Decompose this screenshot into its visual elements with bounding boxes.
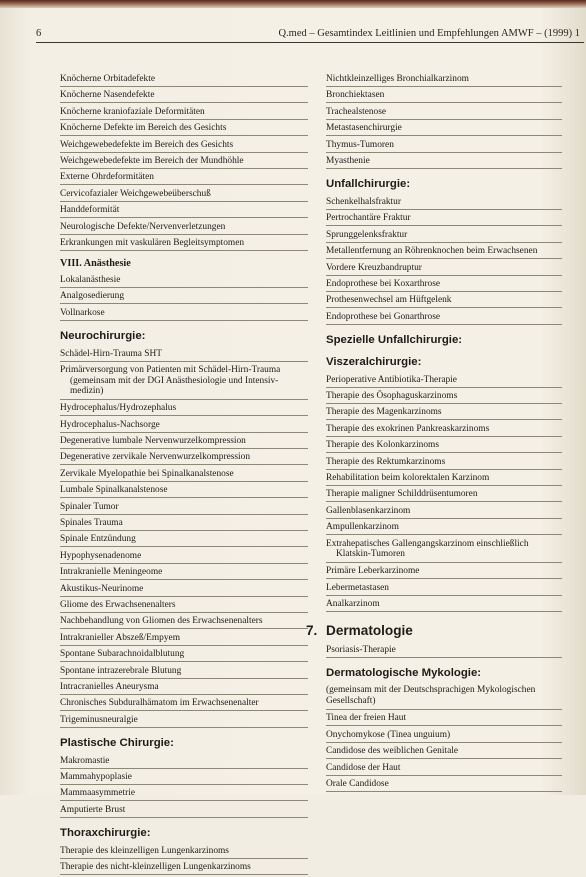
section-heading-viszeralchirurgie: Viszeralchirurgie: bbox=[326, 355, 422, 368]
list-item: Spinales Trauma bbox=[60, 516, 308, 531]
chapter-title: Dermatologie bbox=[326, 622, 413, 638]
section-heading-dermatologische-mykologie: Dermatologische Mykologie: bbox=[326, 666, 482, 679]
list-item: Analkarzinom bbox=[326, 597, 562, 612]
list-item: Therapie des Ösophaguskarzinoms bbox=[326, 389, 562, 404]
section-heading-neurochirurgie: Neurochirurgie: bbox=[60, 329, 146, 342]
list-item: Cervicofazialer Weichgewebeüberschuß bbox=[60, 187, 308, 202]
list-item-multiline bbox=[326, 537, 562, 563]
list-item: Tinea der freien Haut bbox=[326, 711, 562, 726]
list-item: Vollnarkose bbox=[60, 306, 308, 321]
list-item: Mammahypoplasie bbox=[60, 770, 308, 785]
section-note: (gemeinsam mit der Deutschsprachigen Mykologischen Gesellschaft) bbox=[326, 684, 562, 710]
list-item: Metallentfernung an Röhrenknochen beim Erwachsenen bbox=[326, 244, 562, 259]
list-item: Intracranielles Aneurysma bbox=[60, 680, 308, 695]
list-item: Thymus-Tumoren bbox=[326, 138, 562, 153]
chapter-number: 7. bbox=[306, 622, 318, 638]
list-item: Knöcherne Orbitadefekte bbox=[60, 72, 308, 87]
list-item-line: Klatskin-Tumoren bbox=[336, 549, 405, 560]
list-item: Bronchiektasen bbox=[326, 88, 562, 103]
list-item: Pertrochantäre Fraktur bbox=[326, 211, 562, 226]
list-item: Metastasenchirurgie bbox=[326, 121, 562, 136]
list-item-line: Extrahepatisches Gallengangskarzinom einschließlich bbox=[326, 538, 529, 549]
list-item: Spontane Subarachnoidalblutung bbox=[60, 647, 308, 662]
list-item: Psoriasis-Therapie bbox=[326, 643, 562, 658]
list-item: Primäre Leberkarzinome bbox=[326, 564, 562, 579]
list-item: Lumbale Spinalkanalstenose bbox=[60, 483, 308, 498]
list-item: Intrakranielle Meningeome bbox=[60, 565, 308, 580]
list-item-line: Primärversorgung von Patienten mit Schädel-Hirn-Trauma bbox=[60, 365, 281, 376]
list-item: Handdeformität bbox=[60, 203, 308, 218]
list-item: Spinaler Tumor bbox=[60, 500, 308, 515]
list-item: Spinale Entzündung bbox=[60, 532, 308, 547]
list-item: Chronisches Subduralhämatom im Erwachsenenalter bbox=[60, 696, 308, 711]
list-item: Therapie des kleinzelligen Lungenkarzinoms bbox=[60, 844, 308, 859]
list-item: Candidose der Haut bbox=[326, 761, 562, 776]
list-item: Therapie des exokrinen Pankreaskarzinoms bbox=[326, 422, 562, 437]
list-item: Trigeminusneuralgie bbox=[60, 713, 308, 728]
list-block-kiefer bbox=[60, 72, 308, 251]
list-item: Hydrocephalus/Hydrozephalus bbox=[60, 401, 308, 416]
list-item: Weichgewebedefekte im Bereich des Gesichts bbox=[60, 138, 308, 153]
list-item: Gallenblasenkarzinom bbox=[326, 504, 562, 519]
list-item: Schädel-Hirn-Trauma SHT bbox=[60, 347, 308, 362]
list-item: Therapie des Rektumkarzinoms bbox=[326, 455, 562, 470]
list-item: Hydrocephalus-Nachsorge bbox=[60, 418, 308, 433]
right-column bbox=[306, 72, 562, 793]
list-item: Trachealstenose bbox=[326, 105, 562, 120]
scan-top-edge bbox=[0, 0, 586, 8]
list-item: Mammaasymmetrie bbox=[60, 786, 308, 801]
list-item: Neurologische Defekte/Nervenverletzungen bbox=[60, 220, 308, 235]
list-item: Spontane intrazerebrale Blutung bbox=[60, 664, 308, 679]
list-item: Sprunggelenksfraktur bbox=[326, 228, 562, 243]
list-item: Makromastie bbox=[60, 754, 308, 769]
list-item: Nachbehandlung von Gliomen des Erwachsenenalters bbox=[60, 614, 308, 629]
list-item: Gliome des Erwachsenenalters bbox=[60, 598, 308, 613]
chapter-heading-dermatologie bbox=[306, 622, 562, 640]
section-heading-plastische-chirurgie: Plastische Chirurgie: bbox=[60, 736, 174, 749]
list-item: Zervikale Myelopathie bei Spinalkanalstenose bbox=[60, 467, 308, 482]
list-item: Endoprothese bei Gonarthrose bbox=[326, 310, 562, 325]
list-item: Therapie des Magenkarzinoms bbox=[326, 405, 562, 420]
list-item: Therapie des nicht-kleinzelligen Lungenkarzinoms bbox=[60, 860, 308, 875]
running-title: Q.med – Gesamtindex Leitlinien und Empfehlungen AMWF – (1999) 1 bbox=[278, 28, 580, 39]
list-item-multiline bbox=[60, 363, 308, 400]
left-column bbox=[60, 72, 308, 877]
list-item: Intrakranieller Abszeß/Empyem bbox=[60, 631, 308, 646]
list-item: Erkrankungen mit vaskulären Begleitsymptomen bbox=[60, 236, 308, 251]
list-item-line: medizin) bbox=[70, 386, 104, 397]
list-item: Vordere Kreuzbandruptur bbox=[326, 261, 562, 276]
list-item: Knöcherne Defekte im Bereich des Gesichts bbox=[60, 121, 308, 136]
list-item: Schenkelhalsfraktur bbox=[326, 195, 562, 210]
list-item: Lebermetastasen bbox=[326, 581, 562, 596]
section-heading-thoraxchirurgie: Thoraxchirurgie: bbox=[60, 826, 151, 839]
list-item: Prothesenwechsel am Hüftgelenk bbox=[326, 293, 562, 308]
list-item: Knöcherne kraniofaziale Deformitäten bbox=[60, 105, 308, 120]
list-item: Nichtkleinzelliges Bronchialkarzinom bbox=[326, 72, 562, 87]
list-item: Knöcherne Nasendefekte bbox=[60, 88, 308, 103]
list-item: Therapie maligner Schilddrüsentumoren bbox=[326, 487, 562, 502]
list-item: Therapie des Kolonkarzinoms bbox=[326, 438, 562, 453]
section-heading-unfallchirurgie: Unfallchirurgie: bbox=[326, 177, 411, 190]
list-item: Degenerative zervikale Nervenwurzelkompression bbox=[60, 450, 308, 465]
list-item: Orale Candidose bbox=[326, 777, 562, 792]
list-item: Weichgewebedefekte im Bereich der Mundhöhle bbox=[60, 154, 308, 169]
list-item: Myasthenie bbox=[326, 154, 562, 169]
list-item: Degenerative lumbale Nervenwurzelkompression bbox=[60, 434, 308, 449]
list-item: Externe Ohrdeformitäten bbox=[60, 170, 308, 185]
section-heading-spezielle-unfallchirurgie: Spezielle Unfallchirurgie: bbox=[326, 333, 463, 346]
list-item: Ampullenkarzinom bbox=[326, 520, 562, 535]
header-rule bbox=[36, 42, 584, 43]
list-item: Amputierte Brust bbox=[60, 803, 308, 818]
list-item-line: (gemeinsam mit der DGI Anästhesiologie und Intensiv- bbox=[70, 375, 279, 386]
page-number: 6 bbox=[36, 28, 42, 39]
list-item: Perioperative Antibiotika-Therapie bbox=[326, 373, 562, 388]
list-item: Candidose des weiblichen Genitale bbox=[326, 744, 562, 759]
list-item: Analgosedierung bbox=[60, 289, 308, 304]
section-heading-anaesthesie: VIII. Anästhesie bbox=[60, 257, 131, 269]
list-item: Onychomykose (Tinea unguium) bbox=[326, 728, 562, 743]
list-item: Hypophysenadenome bbox=[60, 549, 308, 564]
list-item: Rehabilitation beim kolorektalen Karzinom bbox=[326, 471, 562, 486]
list-item: Lokalanästhesie bbox=[60, 273, 308, 288]
list-item: Endoprothese bei Koxarthrose bbox=[326, 277, 562, 292]
list-item: Akustikus-Neurinome bbox=[60, 582, 308, 597]
